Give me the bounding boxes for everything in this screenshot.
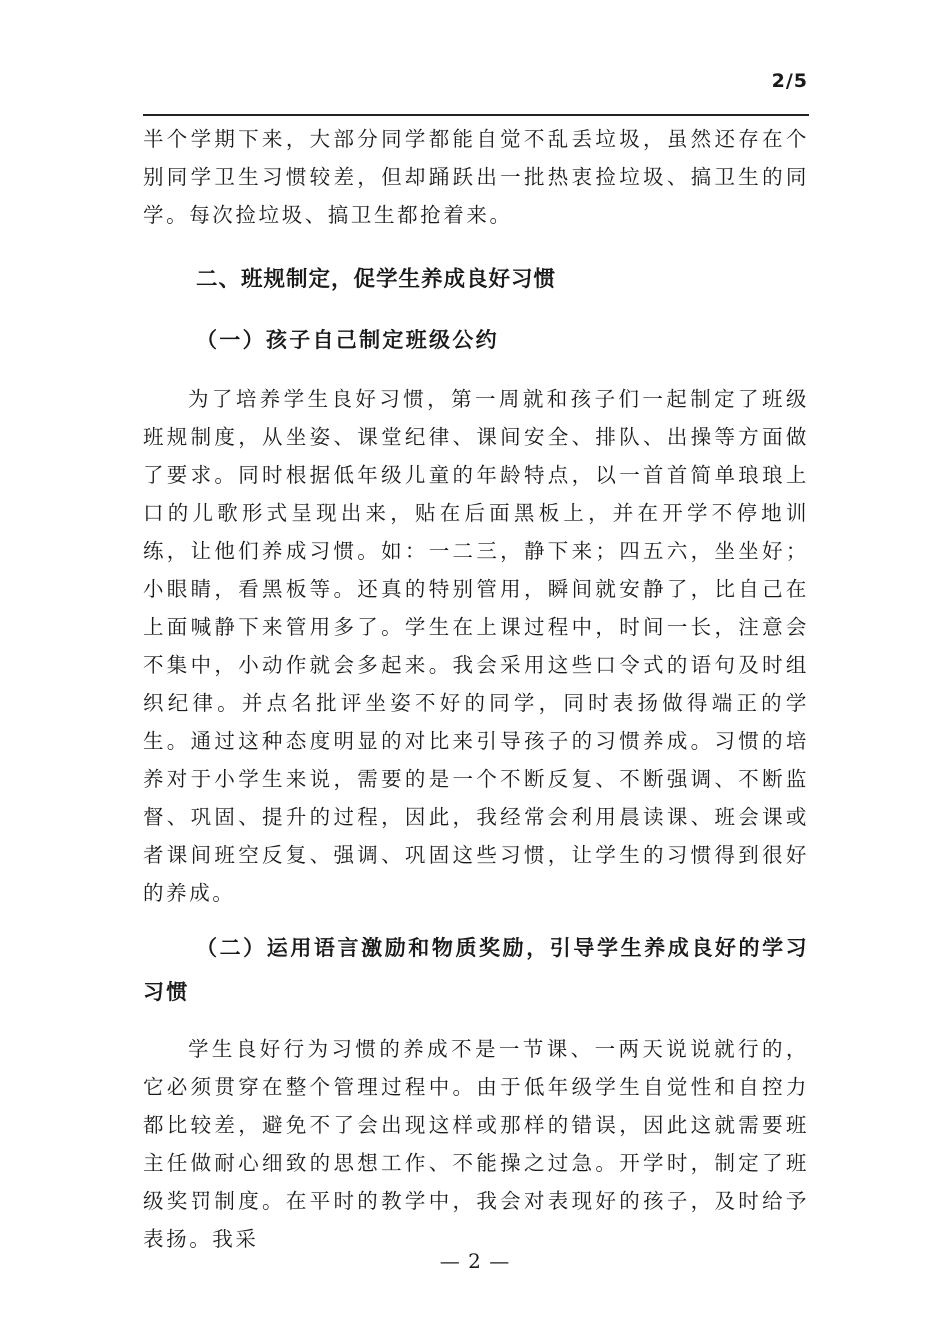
paragraph-2: 学生良好行为习惯的养成不是一节课、一两天说说就行的，它必须贯穿在整个管理过程中。由于低年级学生自觉性和自控力都比较差，避免不了会出现这样或那样的错误，因此这就需要班主任做耐心细致的思想工作、不能操之过急。开学时，制定了班级奖罚制度。在平时的教学中，我会对表现好的孩子，及时给予表扬。我采 [143, 1037, 809, 1251]
subsection-heading-2: （二）运用语言激励和物质奖励，引导学生养成良好的学习习惯 [143, 936, 809, 1004]
page-number: — 2 — [439, 1249, 511, 1273]
paragraph-1: 为了培养学生良好习惯，第一周就和孩子们一起制定了班级班规制度，从坐姿、课堂纪律、课间安全、排队、出操等方面做了要求。同时根据低年级儿童的年龄特点，以一首首简单琅琅上口的儿歌形式呈现出来，贴在后面黑板上，并在开学不停地训练，让他们养成习惯。如：一二三，静下来；四五六，坐坐好；小眼睛，看黑板等。还真的特别管用，瞬间就安静了，比自己在上面喊静下来管用多了。学生在上课过程中，时间一长，注意会不集中，小动作就会多起来。我会采用这些口令式的语句及时组织纪律。并点名批评坐姿不好的同学，同时表扬做得端正的学生。通过这种态度明显的对比来引导孩子的习惯养成。习惯的培养对于小学生来说，需要的是一个不断反复、不断强调、不断监督、巩固、提升的过程，因此，我经常会利用晨读课、班会课或者课间班空反复、强调、巩固这些习惯，让学生的习惯得到很好的养成。 [143, 387, 809, 905]
header-divider [143, 114, 809, 116]
paragraph-intro: 半个学期下来，大部分同学都能自觉不乱丢垃圾，虽然还存在个别同学卫生习惯较差，但却踊跃出一批热衷捡垃圾、搞卫生的同学。每次捡垃圾、搞卫生都抢着来。 [143, 127, 809, 227]
section-heading: 二、班规制定，促学生养成良好习惯 [196, 267, 557, 292]
page-counter: 2/5 [771, 70, 808, 92]
document-body [143, 120, 809, 1258]
subsection-heading-1: （一）孩子自己制定班级公约 [196, 328, 499, 352]
